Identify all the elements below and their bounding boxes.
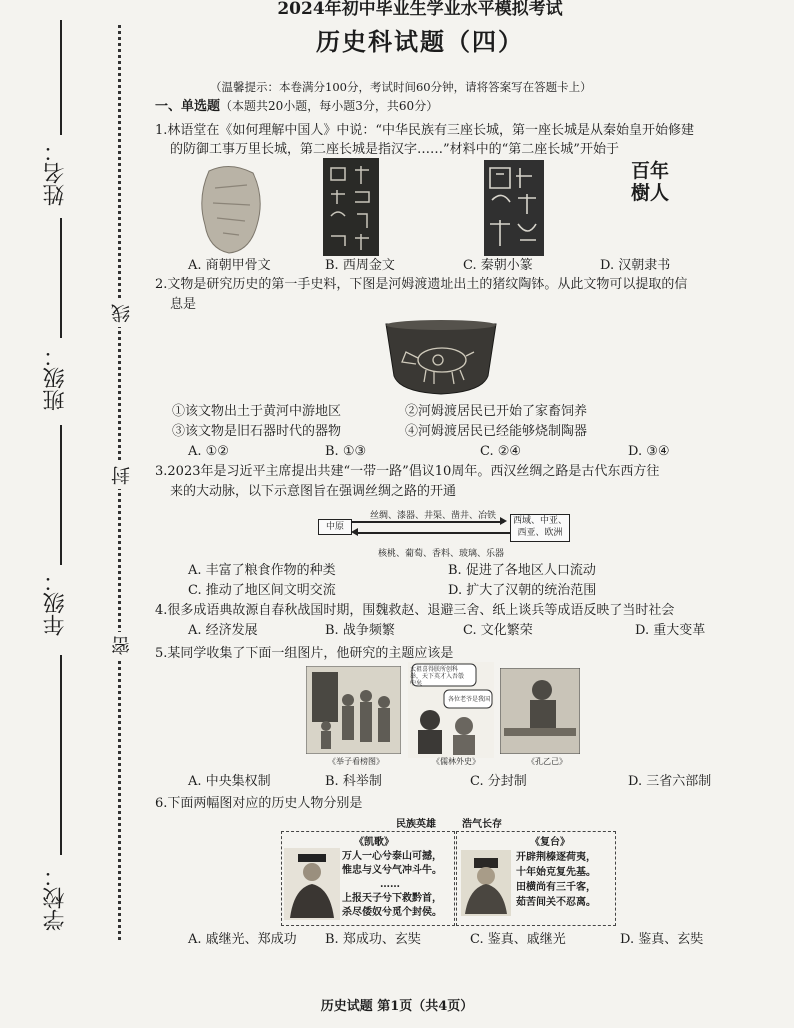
caption-scholars-novel: 《儒林外史》 bbox=[432, 757, 480, 766]
poem-left-line2: 惟忠与义兮气冲斗牛。 bbox=[342, 865, 442, 876]
name-label: 姓名： bbox=[43, 140, 68, 206]
poem-left-line1: 万人一心兮泰山可撼， bbox=[342, 851, 442, 862]
q6-option-d[interactable]: D. 鉴真、玄奘 bbox=[620, 932, 704, 947]
poem-right-line1: 开辟荆榛逐荷夷， bbox=[516, 852, 596, 863]
grade-blank-line bbox=[60, 425, 62, 565]
q4-option-b[interactable]: B. 战争频繁 bbox=[325, 623, 395, 638]
q3-stem-line1: 3.2023年是习近平主席提出共建“一带一路”倡议10周年。西汉丝绸之路是古代东西方往 bbox=[155, 464, 660, 479]
q1-stem-line2: 的防御工事万里长城，第二座长城是指汉字……”材料中的“第二座长城”开始于 bbox=[170, 142, 619, 157]
q4-option-d[interactable]: D. 重大变革 bbox=[635, 623, 706, 638]
q3-option-a[interactable]: A. 丰富了粮食作物的种类 bbox=[188, 563, 336, 578]
q5-stem-line1: 5.某同学收集了下面一组图片，他研究的主题应该是 bbox=[155, 646, 454, 661]
q4-stem-line1: 4.很多成语典故源自春秋战国时期，围魏救赵、退避三舍、纸上谈兵等成语反映了当时社会 bbox=[155, 603, 675, 618]
q5-option-a[interactable]: A. 中央集权制 bbox=[188, 774, 271, 789]
pig-pottery-bowl-image bbox=[382, 318, 500, 398]
silk-road-import-goods: 核桃、葡萄、香料、玻璃、乐器 bbox=[378, 549, 505, 559]
q2-option-a[interactable]: A. ①② bbox=[188, 444, 229, 459]
seal-char-xian: 线 bbox=[108, 300, 135, 327]
q3-option-c[interactable]: C. 推动了地区间文明交流 bbox=[188, 583, 336, 598]
q2-option-d[interactable]: D. ③④ bbox=[628, 444, 670, 459]
q4-option-c[interactable]: C. 文化繁荣 bbox=[463, 623, 533, 638]
oracle-bone-image bbox=[195, 163, 265, 255]
q6-option-b[interactable]: B. 郑成功、玄奘 bbox=[325, 932, 421, 947]
seal-char-mi: 密 bbox=[108, 632, 135, 659]
poem-left-title: 《凯歌》 bbox=[354, 837, 394, 848]
caption-exam-painting: 《举子看榜图》 bbox=[328, 757, 384, 766]
q2-stem-line2: 息是 bbox=[170, 297, 197, 312]
q2-statement-3: ③该文物是旧石器时代的器物 bbox=[172, 424, 342, 439]
section-heading bbox=[155, 97, 438, 116]
caption-kong-yiji: 《孔乙己》 bbox=[527, 757, 567, 766]
cartoon-speech-1: 太祖喜得朕所创科举，天下英才入吾彀中矣 bbox=[410, 666, 465, 687]
q1-stem-line1: 1.林语堂在《如何理解中国人》中说：“中华民族有三座长城，第一座长城是从秦始皇开始修建 bbox=[155, 123, 695, 138]
q1-option-b[interactable]: B. 西周金文 bbox=[325, 258, 395, 273]
silk-road-export-goods: 丝绸、漆器、井渠、凿井、冶铁 bbox=[370, 511, 497, 521]
silk-road-destination-box bbox=[510, 514, 570, 542]
school-blank-line bbox=[60, 655, 62, 855]
q2-option-b[interactable]: B. ①③ bbox=[325, 444, 367, 459]
poem-left-line5: 杀尽倭奴兮觅个封侯。 bbox=[342, 907, 442, 918]
seal-char-feng: 封 bbox=[108, 462, 135, 489]
poem-right-title: 《复台》 bbox=[530, 837, 570, 848]
exam-title: 2024年初中毕业生学业水平模拟考试 bbox=[277, 0, 563, 19]
q5-option-c[interactable]: C. 分封制 bbox=[470, 774, 527, 789]
page-footer: 历史试题 第1页（共4页） bbox=[320, 999, 474, 1014]
kong-yiji-image bbox=[500, 668, 580, 754]
export-arrowhead bbox=[500, 517, 507, 525]
q2-stem-line1: 2.文物是研究历史的第一手史料，下图是河姆渡遗址出土的猪纹陶钵。从此文物可以提取的信 bbox=[155, 277, 688, 292]
q2-statement-4: ④河姆渡居民已经能够烧制陶器 bbox=[405, 424, 588, 439]
q2-option-c[interactable]: C. ②④ bbox=[480, 444, 522, 459]
class-label: 班级： bbox=[43, 345, 68, 411]
q3-option-d[interactable]: D. 扩大了汉朝的统治范围 bbox=[448, 583, 597, 598]
section-title: 一、单选题 bbox=[155, 99, 221, 114]
q3-stem-line2: 来的大动脉，以下示意图旨在强调丝绸之路的开通 bbox=[170, 484, 457, 499]
cartoon-speech-2: 各位老爷是我国 bbox=[448, 696, 491, 703]
exam-results-painting-image bbox=[306, 666, 401, 754]
exam-notice: （温馨提示：本卷满分100分，考试时间60分钟，请将答案写在答题卡上） bbox=[210, 80, 592, 94]
silk-road-origin-box: 中原 bbox=[318, 519, 352, 535]
zheng-chenggong-portrait-image bbox=[461, 850, 511, 916]
q6-option-a[interactable]: A. 戚继光、郑成功 bbox=[188, 932, 297, 947]
q5-option-d[interactable]: D. 三省六部制 bbox=[628, 774, 712, 789]
poem-right-line3: 田横尚有三千客， bbox=[516, 882, 596, 893]
school-label: 学校： bbox=[43, 865, 68, 931]
q6-stem-line1: 6.下面两幅图对应的历史人物分别是 bbox=[155, 796, 363, 811]
q5-option-b[interactable]: B. 科举制 bbox=[325, 774, 382, 789]
poem-left-line4: 上报天子兮下救黔首， bbox=[342, 893, 442, 904]
import-arrowhead bbox=[351, 528, 358, 536]
paper-title: 历史科试题（四） bbox=[316, 27, 524, 56]
bronze-inscription-image bbox=[323, 158, 379, 256]
q3-option-b[interactable]: B. 促进了各地区人口流动 bbox=[448, 563, 596, 578]
small-seal-script-image bbox=[484, 160, 544, 256]
clerical-script-image: 百年樹人 bbox=[630, 160, 669, 204]
q2-statement-2: ②河姆渡居民已开始了家畜饲养 bbox=[405, 404, 588, 419]
class-blank-line bbox=[60, 218, 62, 338]
import-arrow bbox=[358, 532, 510, 534]
poem-right-line2: 十年始克复先基。 bbox=[516, 867, 596, 878]
poem-right-line4: 茹苦间关不忍离。 bbox=[516, 897, 596, 908]
q1-option-a[interactable]: A. 商朝甲骨文 bbox=[188, 258, 271, 273]
destination-line-1: 西域、中亚、 bbox=[512, 516, 567, 526]
q6-heading-left: 民族英雄 bbox=[396, 819, 436, 830]
q1-option-c[interactable]: C. 秦朝小篆 bbox=[463, 258, 533, 273]
poem-left-line3: …… bbox=[380, 879, 400, 890]
grade-label: 年级： bbox=[43, 570, 68, 636]
q6-heading-right: 浩气长存 bbox=[462, 819, 502, 830]
export-arrow bbox=[352, 521, 504, 523]
q4-option-a[interactable]: A. 经济发展 bbox=[188, 623, 258, 638]
q2-statement-1: ①该文物出土于黄河中游地区 bbox=[172, 404, 342, 419]
qi-jiguang-portrait-image bbox=[284, 848, 340, 920]
section-note: （本题共20小题，每小题3分，共60分） bbox=[220, 99, 439, 113]
name-blank-line bbox=[60, 20, 62, 135]
destination-line-2: 西亚、欧洲 bbox=[517, 528, 563, 538]
q1-option-d[interactable]: D. 汉朝隶书 bbox=[600, 258, 671, 273]
q6-option-c[interactable]: C. 鉴真、戚继光 bbox=[470, 932, 566, 947]
